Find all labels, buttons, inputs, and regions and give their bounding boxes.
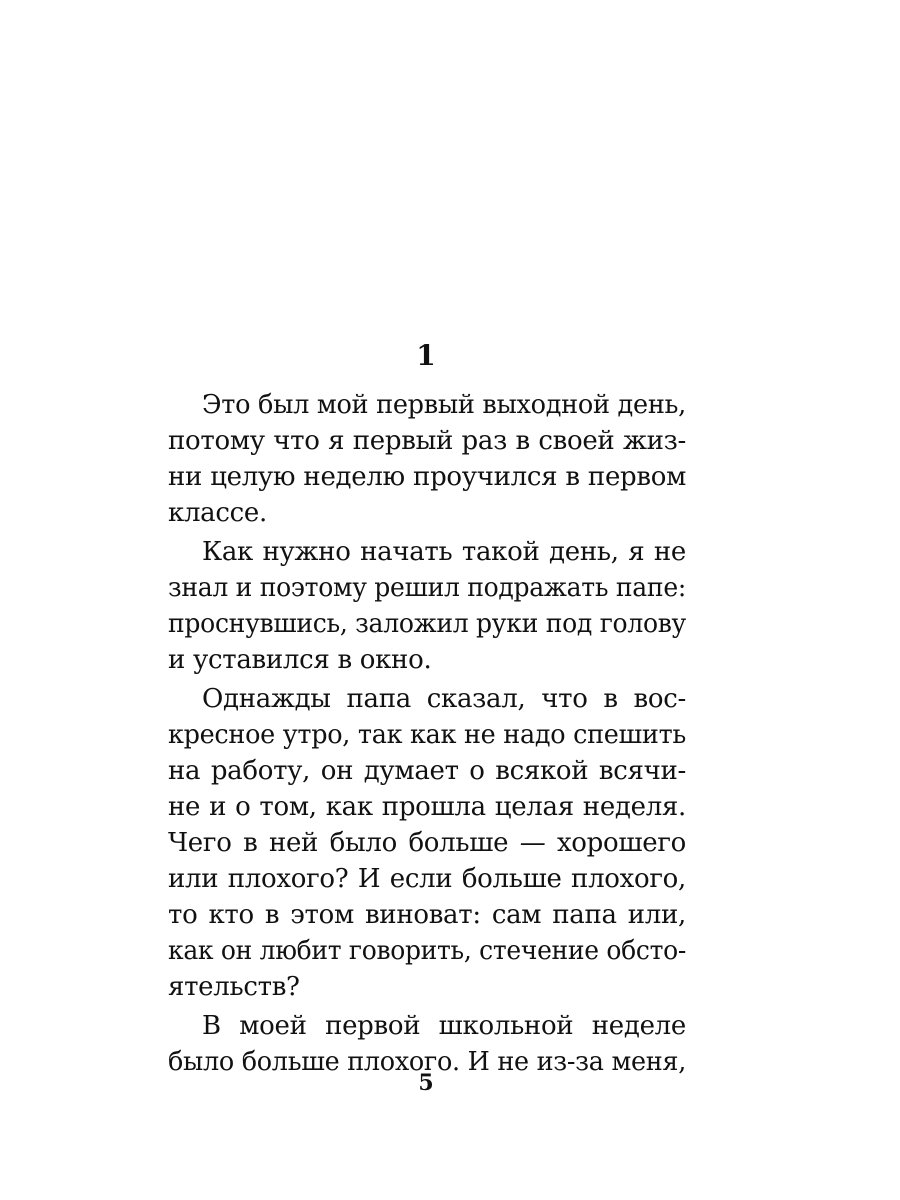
text-line: [168, 459, 686, 495]
text-line-content: было больше плохого. И не из-за меня,: [168, 1047, 686, 1077]
text-line-content: знал и поэтому решил подражать папе:: [168, 573, 686, 603]
text-line-content: Это был мой первый выходной день,: [202, 390, 686, 420]
text-line: [168, 423, 686, 459]
paragraph: [168, 387, 686, 531]
text-line-content: В моей первой школьной неделе: [202, 1011, 686, 1041]
text-line: [168, 969, 686, 1005]
text-line: [168, 570, 686, 606]
body-text: [168, 387, 686, 1080]
text-line-content: как он любит говорить, стечение обсто-: [168, 936, 686, 966]
text-line: [168, 933, 686, 969]
text-line: [168, 606, 686, 642]
text-line-content: Чего в ней было больше — хорошего: [168, 828, 686, 858]
text-line: [168, 534, 686, 570]
text-line-content: и уставился в окно.: [168, 645, 432, 675]
text-line: [168, 789, 686, 825]
text-line-content: Как нужно начать такой день, я не: [202, 537, 686, 567]
text-line: [168, 825, 686, 861]
text-line: [168, 642, 686, 678]
text-line-content: классе.: [168, 498, 267, 528]
text-line-content: ни целую неделю проучился в первом: [168, 462, 686, 492]
page-number: 5: [418, 1070, 434, 1096]
text-line: [168, 753, 686, 789]
text-line: [168, 495, 686, 531]
text-line: [168, 861, 686, 897]
text-line: [168, 387, 686, 423]
text-line-content: на работу, он думает о всякой всячи-: [168, 756, 686, 786]
text-line: [168, 717, 686, 753]
text-line: [168, 1008, 686, 1044]
chapter-number: 1: [416, 339, 436, 372]
text-line: [168, 681, 686, 717]
paragraph: [168, 681, 686, 1005]
text-line-content: не и о том, как прошла целая неделя.: [168, 792, 686, 822]
text-line-content: или плохого? И если больше плохого,: [168, 864, 686, 894]
text-line-content: то кто в этом виноват: сам папа или,: [168, 900, 686, 930]
text-line-content: потому что я первый раз в своей жиз-: [168, 426, 686, 456]
text-line-content: проснувшись, заложил руки под голову: [168, 609, 686, 639]
text-line-content: кресное утро, так как не надо спешить: [168, 720, 686, 750]
text-line-content: Однажды папа сказал, что в вос-: [202, 684, 686, 714]
text-line: [168, 897, 686, 933]
text-line-content: ятельств?: [168, 972, 300, 1002]
paragraph: [168, 534, 686, 678]
